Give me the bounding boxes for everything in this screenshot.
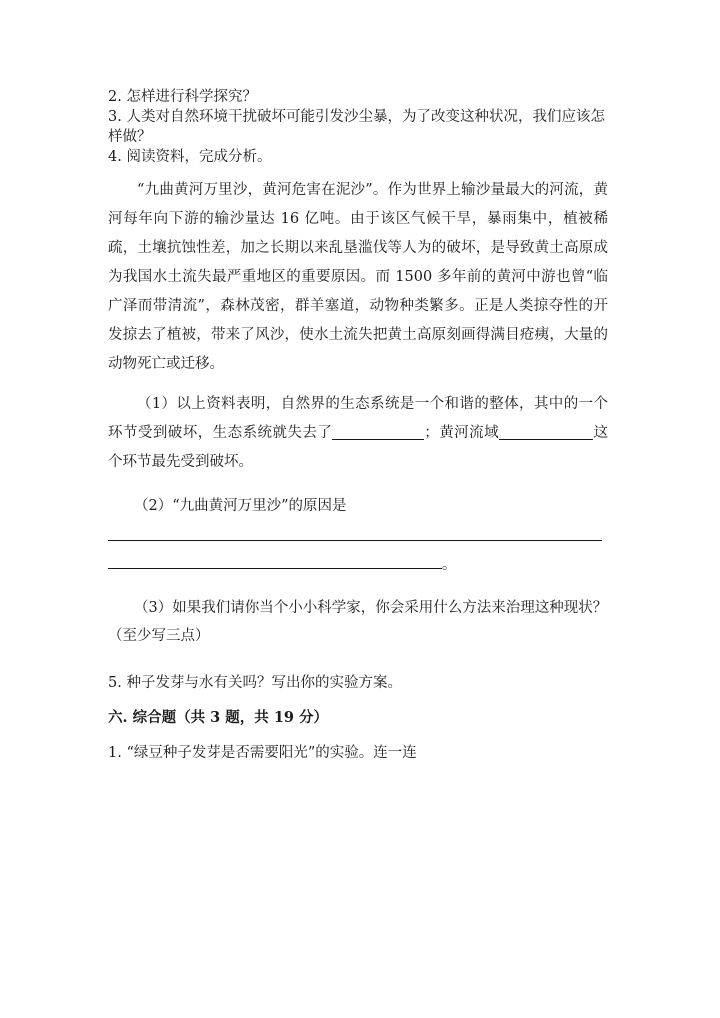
sub-question-3-note: （至少写三点） — [108, 628, 210, 644]
sub-question-2: （2）“九曲黄河万里沙”的原因是 — [134, 498, 347, 514]
question-3: 3. 人类对自然环境干扰破坏可能引发沙尘暴，为了改变这种状况，我们应该怎 — [108, 109, 605, 125]
sub-question-1-text-a: （1）以上资料表明，自然界的生态系统是一个和谐的整体，其中的一个环节受到破坏，生态系统就失去了 — [108, 396, 608, 441]
sub-question-1-text-c: 这个环节最先受到破坏。 — [108, 425, 609, 470]
reading-passage: “九曲黄河万里沙，黄河危害在泥沙”。作为世界上输沙量最大的河流，黄河每年向下游的输沙量达 16 亿吨。由于该区气候干旱，暴雨集中，植被稀疏，土壤抗蚀性差，加之长期以来乱垦滥伐等人为的破坏，是导致黄土高原成为我国水土流失最严重地区的重要原因。而 1500 多年前的黄河中游也曾“临广泽而带清流”，森林茂密，群羊塞道，动物种类繁多。正是人类掠夺性的开发掠去了植被，带来了风沙，使水土流失把黄土高原刻画得满目疮痍，大量的动物死亡或迁移。 — [108, 182, 608, 372]
sub-question-1 — [108, 390, 608, 477]
sub-question-1-text-b: ；黄河流域 — [424, 425, 500, 441]
answer-line-2[interactable] — [108, 568, 442, 569]
answer-blank-2[interactable] — [499, 423, 593, 440]
question-2: 2. 怎样进行科学探究？ — [108, 89, 257, 105]
question-3-continued: 样做？ — [108, 129, 152, 145]
sub-question-2-period: 。 — [442, 557, 457, 573]
answer-line-1[interactable] — [108, 540, 602, 541]
question-5: 5. 种子发芽与水有关吗？写出你的实验方案。 — [108, 675, 402, 691]
section-title: 六. 综合题（共 3 题，共 19 分） — [108, 709, 329, 726]
section-question-1: 1. “绿豆种子发芽是否需要阳光”的实验。连一连 — [108, 745, 417, 761]
answer-blank-1[interactable] — [332, 423, 424, 440]
sub-question-3: （3）如果我们请你当个小小科学家，你会采用什么方法来治理这种现状？ — [134, 600, 608, 616]
question-4: 4. 阅读资料，完成分析。 — [108, 149, 272, 165]
